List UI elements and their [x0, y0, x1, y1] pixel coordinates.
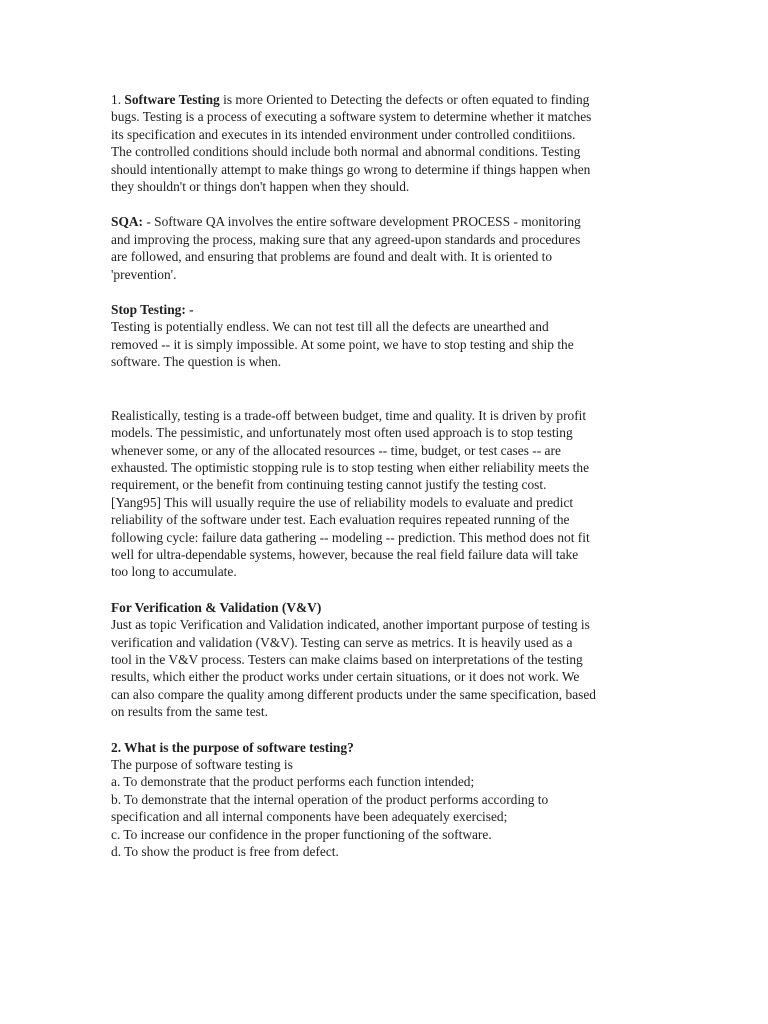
purpose-item-a: a. To demonstrate that the product performs each function intended; [111, 774, 475, 790]
sqa-paragraph [111, 213, 651, 283]
sqa-text: - Software QA involves the entire software development PROCESS - monitoring and improving the process, making sure that any agreed-upon standards and procedures are followed, and ensuring that problems are found and dealt with. It is oriented to 'prevention'. [111, 214, 581, 282]
document-body [111, 91, 651, 860]
stop-testing-paragraph: Testing is potentially endless. We can not test till all the defects are unearthed and removed -- it is simply impossible. At some point, we have to stop testing and ship the software. The question is when. [111, 319, 574, 370]
stop-testing-heading-suffix: - [185, 302, 194, 318]
realistically-paragraph: Realistically, testing is a trade-off between budget, time and quality. It is driven by profit models. The pessimistic, and unfortunately most often used approach is to stop testing whenever some, or any of the allocated resources -- time, budget, or test cases -- are exhausted. The optimistic stopping rule is to stop testing when either reliability meets the requirement, or the benefit from continuing testing cannot justify the testing cost. [Yang95] This will usually require the use of reliability models to evaluate and predict reliability of the software under test. Each evaluation requires repeated running of the following cycle: failure data gathering -- modeling -- prediction. This method does not fit well for ultra-dependable systems, however, because the real field failure data will take too long to accumulate. [111, 407, 590, 580]
purpose-item-b: b. To demonstrate that the internal operation of the product performs according to specification and all internal components have been adequately exercised; [111, 791, 549, 825]
purpose-item-d: d. To show the product is free from defect. [111, 844, 339, 860]
vv-paragraph: Just as topic Verification and Validation indicated, another important purpose of testing is verification and validation (V&V). Testing can serve as metrics. It is heavily used as a tool in the V&V process. Testers can make claims based on interpretations of the testing results, which either the product works under certain situations, or it does not work. We can also compare the quality among different products under the same specification, based on results from the same test. [111, 617, 596, 720]
sqa-label: SQA: [111, 214, 143, 230]
intro-paragraph [111, 91, 651, 195]
purpose-item-c: c. To increase our confidence in the proper functioning of the software. [111, 826, 492, 842]
intro-text: is more Oriented to Detecting the defects or often equated to finding bugs. Testing is a process of executing a software system to determine whether it matches its specification and executes in its intended environment under controlled conditiions. The controlled conditions should include both normal and abnormal conditions. Testing should intentionally attempt to make things go wrong to determine if things happen when they shouldn't or things don't happen when they should. [111, 92, 592, 195]
stop-testing-heading-text: Stop Testing: [111, 302, 186, 318]
vv-heading: For Verification & Validation (V&V) [111, 599, 322, 615]
intro-term: Software Testing [124, 92, 220, 107]
purpose-heading: 2. What is the purpose of software testing? [111, 739, 354, 755]
intro-number: 1. [111, 92, 125, 107]
stop-testing-heading [111, 301, 651, 318]
purpose-intro: The purpose of software testing is [111, 757, 293, 772]
